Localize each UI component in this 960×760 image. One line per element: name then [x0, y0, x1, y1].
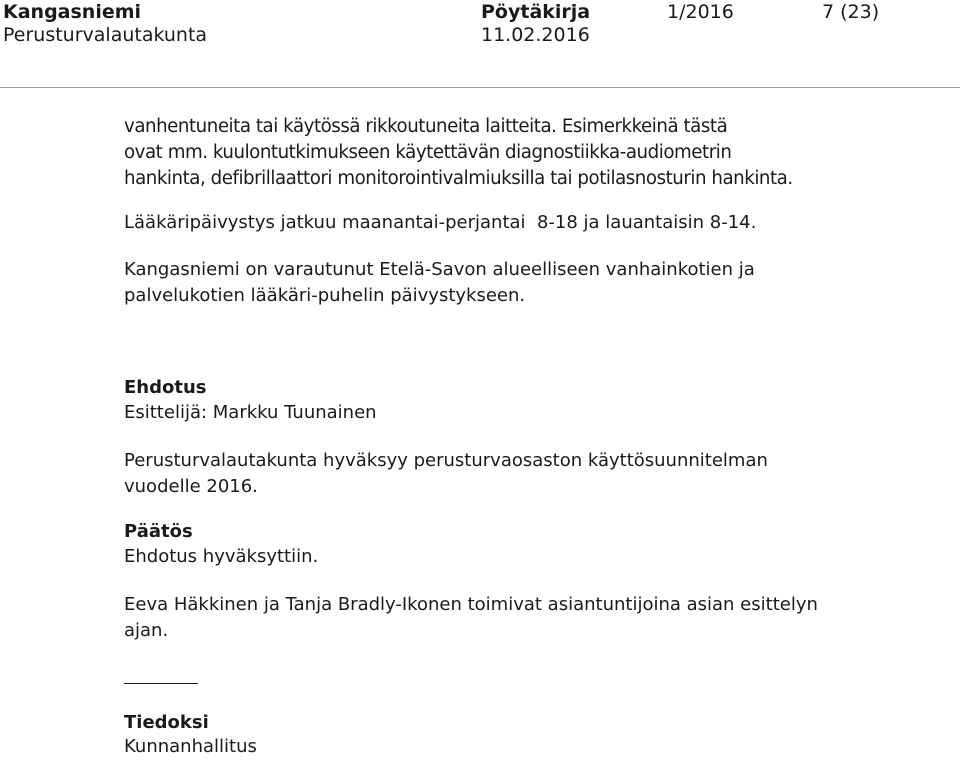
document-header — [0, 0, 960, 88]
header-divider — [0, 87, 960, 88]
experts-note — [124, 592, 844, 644]
committee-name: Perusturvalautakunta — [3, 24, 208, 46]
document-type: Pöytäkirja — [481, 1, 591, 23]
paragraph-duty-hours: Lääkäripäivystys jatkuu maanantai-perjantai 8-18 ja lauantaisin 8-14. — [124, 212, 757, 233]
text-line: Kangasniemi on varautunut Etelä-Savon alueelliseen vanhainkotien ja — [124, 259, 755, 280]
text-line: Eeva Häkkinen ja Tanja Bradly-Ikonen toimivat asiantuntijoina asian esittelyn — [124, 594, 818, 615]
decision-heading: Päätös — [124, 521, 193, 542]
text-line: hankinta, defibrillaattori monitorointivalmiuksilla tai potilasnosturin hankinta. — [124, 168, 793, 189]
decision-text: Ehdotus hyväksyttiin. — [124, 546, 319, 567]
text-line: palvelukotien lääkäri-puhelin päivystykseen. — [124, 285, 526, 306]
proposal-heading: Ehdotus — [124, 377, 207, 398]
presenter-line: Esittelijä: Markku Tuunainen — [124, 402, 377, 423]
paragraph-equipment — [124, 114, 844, 192]
info-recipient: Kunnanhallitus — [124, 736, 257, 757]
text-line: vuodelle 2016. — [124, 476, 258, 497]
proposal-text — [124, 448, 844, 500]
text-line: ajan. — [124, 620, 169, 641]
separator-line — [124, 683, 198, 684]
paragraph-regional-service — [124, 257, 844, 309]
municipality-name: Kangasniemi — [3, 1, 142, 23]
document-issue: 1/2016 — [667, 1, 734, 23]
meeting-date: 11.02.2016 — [481, 24, 590, 46]
text-line: vanhentuneita tai käytössä rikkoutuneita laitteita. Esimerkkeinä tästä — [124, 116, 728, 137]
text-line: Perusturvalautakunta hyväksyy perusturvaosaston käyttösuunnitelman — [124, 450, 768, 471]
page-number: 7 (23) — [822, 1, 880, 23]
text-line: ovat mm. kuulontutkimukseen käytettävän diagnostiikka-audiometrin — [124, 142, 732, 163]
info-heading: Tiedoksi — [124, 712, 209, 733]
